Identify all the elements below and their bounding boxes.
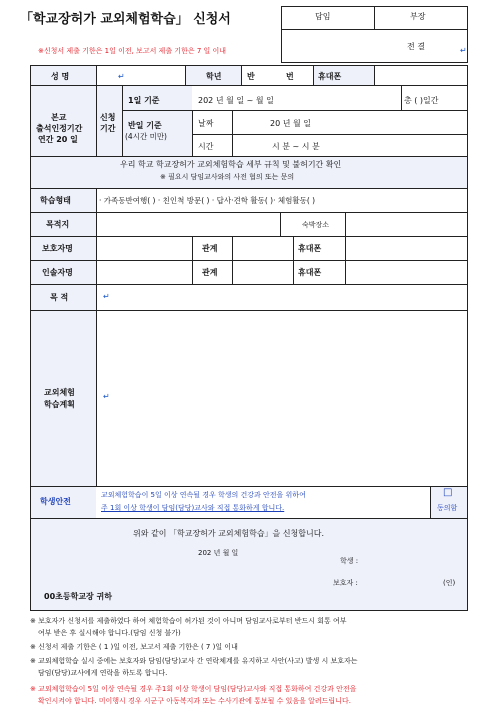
- note-1-cont: 여부 받은 후 실시해야 합니다.(담임 신청 불가): [38, 629, 181, 637]
- guardian-relation-field[interactable]: [234, 238, 291, 258]
- name-field[interactable]: [98, 67, 183, 84]
- deadline-note: ※신청서 제출 기한은 1일 이전, 보고서 제출 기한은 7 일 이내: [38, 47, 227, 55]
- class-label: 반: [247, 72, 255, 81]
- guardian-relation-label: 관계: [202, 244, 218, 253]
- application-date[interactable]: 202 년 월 일: [198, 549, 239, 557]
- safety-text-2: 주 1회 이상 학생이 담임(담당)교사와 직접 통화하게 합니다.: [101, 504, 285, 512]
- apply-period-label-2: 기간: [100, 124, 116, 133]
- purpose-label: 목 적: [50, 293, 69, 302]
- note-2: ※ 신청서 제출 기한은 ( 1 )일 이전, 보고서 제출 기한은 ( 7 )일 이내: [30, 643, 238, 651]
- purpose-field[interactable]: [98, 286, 465, 308]
- destination-label: 목적지: [46, 220, 70, 229]
- paragraph-mark-icon: ↵: [118, 72, 125, 81]
- safety-label: 학생안전: [40, 497, 71, 506]
- number-label: 번: [286, 72, 294, 81]
- escort-label: 인솔자명: [42, 268, 73, 277]
- full-day-value[interactable]: 202 년 월 일 ~ 월 일: [198, 96, 274, 105]
- half-day-label: 반일 기준: [128, 121, 162, 130]
- attendance-label-2: 출석인정기간: [36, 124, 83, 133]
- seal-mark[interactable]: (인): [443, 579, 456, 587]
- study-type-label: 학습형태: [40, 196, 71, 205]
- lodging-field[interactable]: [347, 214, 465, 234]
- approval-teacher-label: 담임: [315, 12, 331, 21]
- confirm-line-2: ※ 필요시 담임교사와의 사전 협의 또는 문의: [160, 173, 295, 181]
- total-days-label[interactable]: 총 ( )일간: [404, 96, 439, 105]
- attendance-label-1: 본교: [51, 113, 67, 122]
- name-label: 성 명: [51, 72, 70, 81]
- attendance-label-3: 연간 20 일: [38, 135, 78, 144]
- time-label: 시간: [198, 142, 214, 151]
- time-value[interactable]: 시 분 ~ 시 분: [272, 142, 320, 151]
- guardian-phone-field[interactable]: [347, 238, 465, 258]
- agree-checkbox[interactable]: □: [443, 487, 453, 498]
- lodging-label: 숙박장소: [302, 221, 330, 229]
- escort-phone-field[interactable]: [347, 262, 465, 282]
- phone-label: 휴대폰: [318, 72, 342, 81]
- escort-relation-label: 관계: [202, 268, 218, 277]
- escort-relation-field[interactable]: [234, 262, 291, 282]
- guardian-sign-label: 보호자 :: [333, 579, 358, 587]
- note-3-cont: 담임(담당)교사에게 연락을 하도록 합니다.: [38, 669, 168, 677]
- date-value[interactable]: 20 년 월 일: [270, 119, 311, 128]
- guardian-phone-label: 휴대폰: [298, 244, 322, 253]
- paragraph-mark-icon: ↵: [103, 392, 110, 401]
- apply-period-label-1: 신청: [100, 113, 116, 122]
- student-phone-field[interactable]: [376, 67, 466, 84]
- plan-label-1: 교외체험: [44, 388, 75, 397]
- student-sign-label: 학생 :: [340, 557, 359, 565]
- guardian-name-field[interactable]: [98, 238, 190, 258]
- confirm-line-1: 우리 학교 학교장허가 교외체험학습 세부 규칙 및 불허기간 확인: [120, 160, 342, 169]
- plan-field[interactable]: [98, 312, 465, 484]
- note-1: ※ 보호자가 신청서를 제출하였다 하여 체험학습이 허가된 것이 아니며 담임교사로부터 반드시 회통 여부: [30, 617, 347, 625]
- date-label: 날짜: [198, 119, 214, 128]
- full-day-label: 1일 기준: [128, 96, 160, 105]
- approval-principal-label: 전 결: [407, 42, 425, 51]
- escort-name-field[interactable]: [98, 262, 190, 282]
- guardian-label: 보호자명: [42, 244, 73, 253]
- paragraph-mark-icon: ↵: [460, 46, 467, 55]
- half-day-sub-label: (4시간 미만): [125, 132, 167, 141]
- paragraph-mark-icon: ↵: [103, 292, 110, 301]
- note-3: ※ 교외체험학습 실시 중에는 보호자와 담임(담당)교사 간 연락체계를 유지하고 사안(사고) 발생 시 보호자는: [30, 657, 358, 665]
- note-4: ※ 교외체험학습이 5일 이상 연속될 경우 주1회 이상 학생이 담임(담당)교사와 직접 통화하여 건강과 안전을: [30, 685, 357, 693]
- study-type-options[interactable]: · 가족동반여행( ) · 친인척 방문( ) · 답사·견학 활동( )· 체험활동( ): [99, 196, 316, 205]
- plan-label-2: 학습계획: [44, 400, 75, 409]
- grade-label: 학년: [206, 72, 222, 81]
- agree-label: 동의함: [437, 504, 458, 512]
- application-statement: 위와 같이 「학교장허가 교외체험학습」을 신청합니다.: [133, 529, 325, 538]
- escort-phone-label: 휴대폰: [298, 268, 322, 277]
- destination-field[interactable]: [98, 214, 278, 234]
- form-title: 「학교장허가 교외체험학습」 신청서: [20, 12, 231, 27]
- note-4-cont: 확인시켜야 합니다. 미이행시 경우 시군구 아동복지과 또는 수사기관에 통보될 수 있음을 알려드립니다.: [38, 697, 351, 705]
- addressee: 00초등학교장 귀하: [44, 592, 113, 601]
- safety-text-1: 교외체험학습이 5일 이상 연속될 경우 학생의 건강과 안전을 위하여: [101, 491, 306, 499]
- approval-head-label: 부장: [410, 12, 426, 21]
